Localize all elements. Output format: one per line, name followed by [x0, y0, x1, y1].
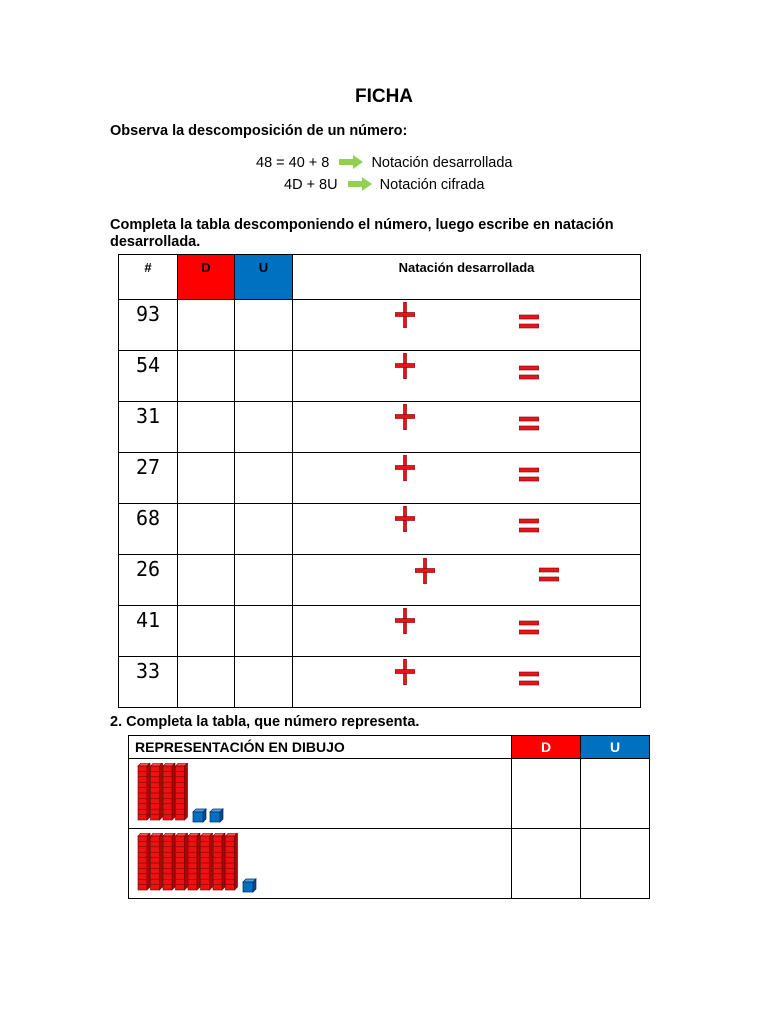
units-answer-cell[interactable]: [581, 829, 650, 899]
ten-rod-icon: [176, 763, 188, 820]
notation-cell[interactable]: [293, 351, 641, 402]
ten-rod-icon: [213, 833, 225, 890]
table-row: [119, 453, 641, 504]
ten-rod-icon: [138, 833, 150, 890]
units-cell[interactable]: [235, 402, 293, 453]
header-tens: D: [178, 255, 235, 300]
example-label: Notación desarrollada: [371, 155, 513, 171]
equals-sign-icon: [519, 518, 539, 534]
units-cell[interactable]: [235, 300, 293, 351]
ten-rod-icon: [163, 833, 175, 890]
representation-table: [128, 735, 650, 899]
plus-sign-icon: [395, 404, 415, 430]
example-row-2: [284, 177, 484, 193]
header-notation: Natación desarrollada: [293, 255, 641, 300]
plus-sign-icon: [415, 558, 435, 584]
table-row: [119, 504, 641, 555]
equals-sign-icon: [519, 620, 539, 636]
tens-cell[interactable]: [178, 657, 235, 708]
equals-sign-icon: [519, 416, 539, 432]
equals-sign-icon: [519, 365, 539, 381]
units-cell[interactable]: [235, 606, 293, 657]
arrow-right-icon: [348, 177, 372, 191]
ten-rod-icon: [151, 833, 163, 890]
drawing-cell: [129, 829, 512, 899]
table-row: [119, 657, 641, 708]
plus-sign-icon: [395, 506, 415, 532]
instruction-2: 2. Completa la tabla, que número representa.: [110, 714, 420, 730]
row-number: 54: [119, 351, 178, 402]
example-label: Notación cifrada: [379, 177, 485, 193]
ten-rod-icon: [138, 763, 150, 820]
plus-sign-icon: [395, 302, 415, 328]
notation-cell[interactable]: [293, 657, 641, 708]
tens-cell[interactable]: [178, 453, 235, 504]
instruction-1: Completa la tabla descomponiendo el número, luego escribe en natación desarrollada.: [110, 217, 614, 250]
notation-cell[interactable]: [293, 504, 641, 555]
drawing-cell: [129, 759, 512, 829]
tens-cell[interactable]: [178, 402, 235, 453]
intro-text: Observa la descomposición de un número:: [110, 123, 408, 139]
row-number: 26: [119, 555, 178, 606]
notation-cell[interactable]: [293, 555, 641, 606]
units-answer-cell[interactable]: [581, 759, 650, 829]
header-tens: D: [512, 736, 581, 759]
units-cell[interactable]: [235, 555, 293, 606]
row-number: 27: [119, 453, 178, 504]
unit-cube-icon: [193, 809, 206, 822]
units-cell[interactable]: [235, 453, 293, 504]
tens-cell[interactable]: [178, 300, 235, 351]
header-representation: REPRESENTACIÓN EN DIBUJO: [129, 736, 512, 759]
equals-sign-icon: [519, 314, 539, 330]
tens-cell[interactable]: [178, 504, 235, 555]
example-expression: 48 = 40 + 8: [256, 155, 330, 171]
ten-rod-icon: [176, 833, 188, 890]
ten-rod-icon: [151, 763, 163, 820]
notation-cell[interactable]: [293, 606, 641, 657]
decomposition-table: [118, 254, 641, 708]
page-title: FICHA: [354, 86, 414, 107]
header-units: U: [235, 255, 293, 300]
units-cell[interactable]: [235, 657, 293, 708]
tens-answer-cell[interactable]: [512, 759, 581, 829]
table-row: [119, 606, 641, 657]
equals-sign-icon: [519, 671, 539, 687]
notation-cell[interactable]: [293, 300, 641, 351]
table-row: [119, 300, 641, 351]
header-units: U: [581, 736, 650, 759]
row-number: 41: [119, 606, 178, 657]
plus-sign-icon: [395, 353, 415, 379]
table-row: [119, 351, 641, 402]
units-cell[interactable]: [235, 351, 293, 402]
tens-cell[interactable]: [178, 555, 235, 606]
unit-cube-icon: [210, 809, 223, 822]
equals-sign-icon: [519, 467, 539, 483]
ten-rod-icon: [226, 833, 238, 890]
base-ten-blocks-icon: [135, 763, 435, 825]
base-ten-blocks-icon: [135, 833, 435, 895]
equals-sign-icon: [539, 567, 559, 583]
unit-cube-icon: [243, 879, 256, 892]
units-cell[interactable]: [235, 504, 293, 555]
notation-cell[interactable]: [293, 402, 641, 453]
row-number: 31: [119, 402, 178, 453]
plus-sign-icon: [395, 608, 415, 634]
row-number: 33: [119, 657, 178, 708]
example-expression: 4D + 8U: [284, 177, 338, 193]
ten-rod-icon: [188, 833, 200, 890]
tens-answer-cell[interactable]: [512, 829, 581, 899]
table-row: [129, 759, 650, 829]
plus-sign-icon: [395, 455, 415, 481]
example-row-1: [256, 155, 513, 171]
header-number: #: [119, 255, 178, 300]
notation-cell[interactable]: [293, 453, 641, 504]
tens-cell[interactable]: [178, 606, 235, 657]
arrow-right-icon: [339, 155, 363, 169]
table-row: [119, 402, 641, 453]
row-number: 93: [119, 300, 178, 351]
row-number: 68: [119, 504, 178, 555]
ten-rod-icon: [163, 763, 175, 820]
table-row: [119, 555, 641, 606]
table-row: [129, 829, 650, 899]
tens-cell[interactable]: [178, 351, 235, 402]
ten-rod-icon: [201, 833, 213, 890]
plus-sign-icon: [395, 659, 415, 685]
